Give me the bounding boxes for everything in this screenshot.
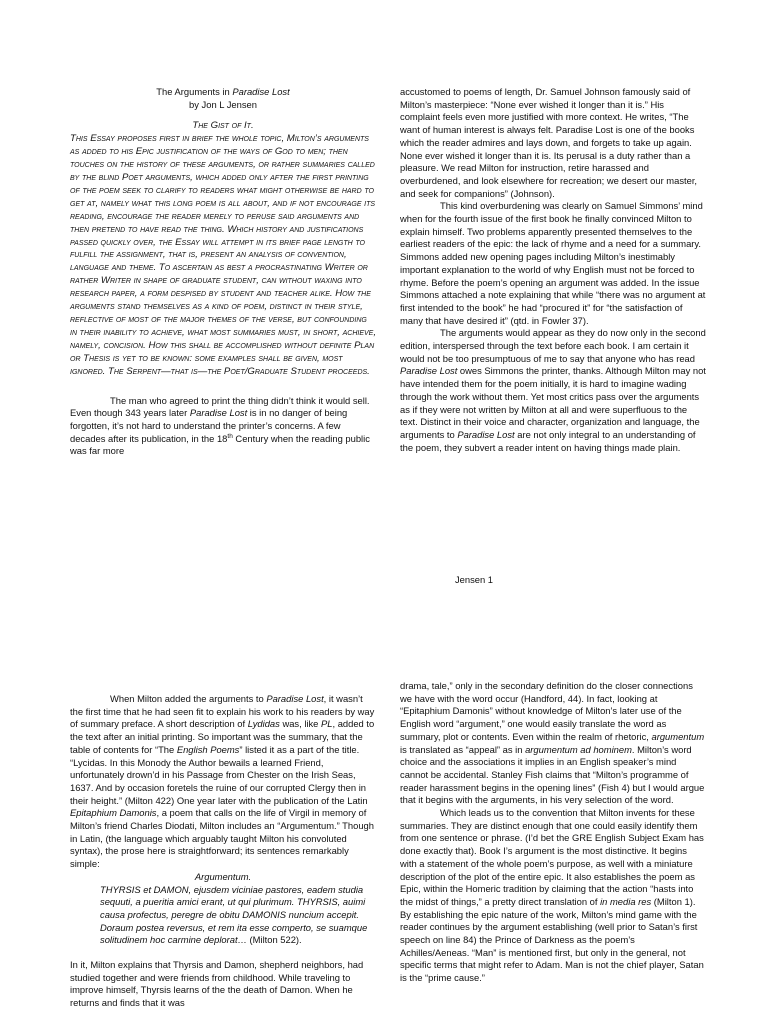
text-run: drama, tale,” only in the secondary definition do the closer connections we have with the word occur (Handford, 44). In fact, looking at “Epitaphium Damonis” without knowledge of Milton’s later use of the English word “argument,” one would easily translate the word as summary, plot or contents. Even within the realm of rhetoric,: [400, 680, 693, 742]
text-run: is translated as “appeal” as in: [400, 743, 526, 755]
text-run: is in no danger of being forgotten, it’s not hard to understand the printer’s concerns. A few decades after its publication, in the 18: [70, 407, 348, 444]
emphasis: English Poems: [176, 743, 240, 755]
text-run: , added to the text after an initial printing. So important was the summary, that the table of contents for “The: [70, 718, 375, 755]
body-paragraph: [70, 693, 376, 871]
body-paragraph: [400, 327, 706, 454]
body-paragraph: accustomed to poems of length, Dr. Samuel Johnson famously said of Milton’s masterpiece: “None ever wished it longer than it is.” His complaint feels even more justified with more context. He writes, “The want of human interest is always felt. Paradise Lost is one of the books which the reader admires and lays down, and forgets to take up again. None ever wished it longer than it is. Its perusal is a duty rather than a pleasure. We read Milton for instruction, retire harassed and overburdened, and look elsewhere for recreation; we desert our master, and seek for companions” (Johnson).: [400, 86, 698, 199]
emphasis: Paradise Lost: [457, 428, 515, 440]
page2-left-column: [70, 693, 376, 1010]
body-paragraph: [70, 395, 376, 459]
text-run: Which leads us to the convention that Milton invents for these summaries. They are distinct enough that one could easily identify them from one sentence or phrase. (I’d bet the GRE English Subject Exam has done exactly that). Book I’s argument is the most distinctive. It begins with a statement of the whole poem’s purpose, as well with a miniature description of the plot of the entire epic. It also establishes the poem as Epic, within the Homeric tradition by claiming that the action “hasts into the midst of things,” a pretty direct translation of: [400, 807, 704, 907]
emphasis: Epitaphium Damonis: [70, 807, 157, 819]
latin-quote: [70, 884, 376, 948]
emphasis: Paradise Lost: [266, 693, 324, 704]
body-paragraph: [400, 680, 706, 807]
emphasis: Lydidas: [247, 718, 280, 730]
body-paragraph: [400, 807, 706, 985]
title-emphasis: Paradise Lost: [232, 86, 290, 97]
quote-text: THYRSIS et DAMON, ejusdem viciniae pastores, eadem studia sequuti, a pueritia amici erant, ut qui plurimum. THYRSIS, auimi causa profectus, peregre de obitu DAMONIS nuncium accepit. Doraum postea reversus, et rem ita esse comperto, se suamque solitudinem hoc carmine deplorat…: [100, 883, 368, 946]
emphasis: Paradise Lost: [189, 407, 248, 419]
text-run: owes Simmons the printer, thanks. Although Milton may not have intended them for the poem initially, it is hard to imagine wading through the work without them. Yet most critics pass over the arguments as if they were not written by Milton at all and were superfluous to the text. Distinct in their voice and character, organization and language, the arguments to: [400, 365, 706, 440]
essay-title: [70, 86, 376, 99]
gist-paragraph: This Essay proposes first in brief the whole topic, Milton’s arguments as added to his Epic justification of the ways of God to men; then touches on the history of these arguments, or rather summaries called by the blind Poet arguments, which added only after the first printing of the poem seek to clarify to readers what might otherwise be hard to get at, namely what this long poem is all about, and if not encourage its reading, encourage the reader merely to peruse said arguments and then pretend to have read the thing. Which history and justifications passed quickly over, the Essay will attempt in its brief page length to fulfill the assignment, that is, present an analysis of convention, language and theme. To ascertain as best a procrastinating Writer or rather Writer in shape of graduate student, can without waxing into research paper, a form despised by student and teacher alike. How the arguments stand themselves as a kind of poem, distinct in their style, reflective of most of the major themes of the verse, but confounding in their inability to achieve, what most summaries must, in short, achieve, namely, concision. How this shall be accomplished without definite Plan or Thesis is yet to be known: some examples shall be given, most ignored. The Serpent—that is—the Poet/Graduate Student proceeds.: [70, 133, 377, 377]
emphasis: Paradise Lost: [400, 365, 458, 377]
body-paragraph: This kind overburdening was clearly on Samuel Simmons’ mind when for the fourth issue of the first book he finally convinced Milton to explain himself. Two problems apparently presented themselves to the earliest readers of the epic: the lack of rhyme and a need for a summary. Simmons added new opening pages including Milton’s inestimably important explanation to the world of why English must not be forced to rhyme. Before the poem’s opening an argument was added. In the issue Simmons attached a note explaining that while “there was no argument at first intended to the book” he had “procured it” for “the satisfaction of many that have desired it” (qtd. in Fowler 37).: [400, 200, 706, 326]
text-run: , a poem that calls on the life of Virgil in memory of Milton’s friend Charles Diodati, Milton includes an “Argumentum.” Though in Latin, (the language which arguably taught Milton his convoluted syntax), the prose here is straightforward; its sentences remarkably simple:: [70, 807, 374, 870]
page1-left-column: [70, 86, 376, 458]
text-run: . Milton’s word choice and the associations it implies in an English speaker’s mind cannot be accidental. Stanley Fish claims that “Milton’s programme of reader harassment begins in the opening lines” (Fish 4) but I would argue that it begins with the arguments, in his very selection of the word.: [400, 743, 705, 806]
text-run: , it wasn’t the first time that he had seen fit to explain his work to his readers by way of summary preface. A short description of: [70, 693, 375, 730]
title-text: The Arguments in: [156, 86, 233, 97]
text-run: The arguments would appear as they do now only in the second edition, interspersed through the text before each book. I am certain it would not be too presumptuous of me to say that anyone who has read: [400, 327, 706, 364]
byline: by Jon L Jensen: [189, 98, 257, 110]
page1-right-column: [400, 86, 706, 454]
body-paragraph: In it, Milton explains that Thyrsis and Damon, shepherd neighbors, had studied together and were friends from childhood. While traveling to improve himself, Thyrsis learns of the the death of Damon. When he returns and finds that it was: [70, 959, 364, 1009]
quote-title: Argumentum.: [194, 870, 252, 882]
emphasis: argumentum: [651, 730, 705, 742]
text-run: ” listed it as a part of the title. “Lycidas. In this Monody the Author bewails a learned Friend, unfortunately drown’d in his Passage from Chester on the Irish Seas, 1637. And by occasion foretels the ruine of our corrupted Clergy then in their height.” (Milton 422) One year later with the publication of the Latin: [70, 743, 368, 806]
text-run: was, like: [279, 718, 322, 730]
text-run: (Milton 1). By establishing the epic nature of the work, Milton’s mind game with the reader continues by the argument establishing (well prior to Satan’s first speech on line 84) the Prince of Darkness as the poem’s Achilles/Aeneas. “Man” is mentioned first, but only in the general, not specific terms that might refer to Adam. Man is not the chief player, Satan is the “prime cause.”: [400, 895, 704, 984]
superscript: th: [227, 432, 233, 440]
page2-right-column: [400, 680, 706, 985]
text-run: Century when the reading public was far more: [70, 432, 370, 457]
text-run: The man who agreed to print the thing didn’t think it would sell. Even though 343 years later: [70, 394, 370, 419]
gist-heading: The Gist of It.: [192, 120, 254, 132]
emphasis: in media res: [600, 895, 652, 907]
text-run: are not only integral to an understanding of the poem, they subvert a reader intent on having things made plain.: [400, 428, 696, 453]
emphasis: PL: [321, 718, 333, 730]
quote-citation: (Milton 522).: [246, 934, 302, 946]
text-run: When Milton added the arguments to: [110, 693, 267, 704]
page-number: Jensen 1: [454, 574, 494, 585]
emphasis: argumentum ad hominem: [525, 743, 632, 755]
